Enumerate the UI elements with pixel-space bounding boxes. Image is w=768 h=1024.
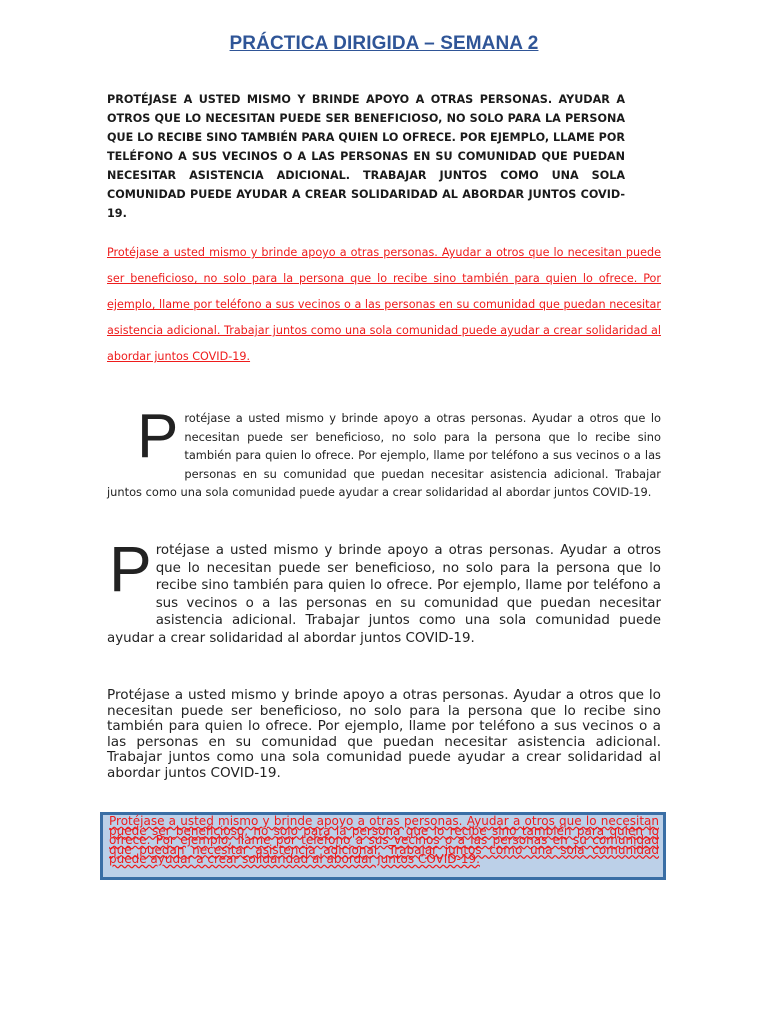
paragraph-dropcap-large [107, 533, 661, 647]
drop-cap-letter: P [137, 402, 179, 471]
paragraph-plain: Protéjase a usted mismo y brinde apoyo a otras personas. Ayudar a otros que lo necesitan puede ser beneficioso, no solo para la persona que lo recibe sino también para quien lo ofrece. Por ejemplo, llame por teléfono a sus vecinos o a las personas en su comunidad que puedan necesitar asistencia adicional. Trabajar juntos como una sola comunidad puede ayudar a crear solidaridad al abordar juntos COVID-19. [107, 687, 661, 781]
paragraph-dropcap-large-text: rotéjase a usted mismo y brinde apoyo a otras personas. Ayudar a otros que lo necesitan puede ser beneficioso, no solo para la persona que lo recibe sino también para quien lo ofrece. Por ejemplo, llame por teléfono a sus vecinos o a las personas en su comunidad que puedan necesitar asistencia adicional. Trabajar juntos como una sola comunidad puede ayudar a crear solidaridad al abordar juntos COVID-19. [107, 543, 661, 646]
page-title: PRÁCTICA DIRIGIDA – SEMANA 2 [229, 33, 539, 54]
paragraph-dropcap-small [107, 402, 661, 502]
paragraph-uppercase-bold: PROTÉJASE A USTED MISMO Y BRINDE APOYO A OTRAS PERSONAS. AYUDAR A OTROS QUE LO NECESITAN PUEDE SER BENEFICIOSO, NO SOLO PARA LA PERSONA QUE LO RECIBE SINO TAMBIÉN PARA QUIEN LO OFRECE. POR EJEMPLO, LLAME POR TELÉFONO A SUS VECINOS O A LAS PERSONAS EN SU COMUNIDAD QUE PUEDAN NECESITAR ASISTENCIA ADICIONAL. TRABAJAR JUNTOS COMO UNA SOLA COMUNIDAD PUEDE AYUDAR A CREAR SOLIDARIDAD AL ABORDAR JUNTOS COVID-19. [107, 93, 625, 220]
paragraph-dropcap-small-text: rotéjase a usted mismo y brinde apoyo a otras personas. Ayudar a otros que lo necesitan puede ser beneficioso, no solo para la persona que lo recibe sino también para quien lo ofrece. Por ejemplo, llame por teléfono a sus vecinos o a las personas en su comunidad que puedan necesitar asistencia adicional. Trabajar juntos como una sola comunidad puede ayudar a crear solidaridad al abordar juntos COVID-19. [107, 411, 661, 499]
drop-cap-letter: P [109, 533, 152, 605]
paragraph-red-underlined: Protéjase a usted mismo y brinde apoyo a otras personas. Ayudar a otros que lo necesitan puede ser beneficioso, no solo para la persona que lo recibe sino también para quien lo ofrece. Por ejemplo, llame por teléfono a sus vecinos o a las personas en su comunidad que puedan necesitar asistencia adicional. Trabajar juntos como una sola comunidad puede ayudar a crear solidaridad al abordar juntos COVID-19. [107, 246, 661, 363]
boxed-paragraph-frame [100, 812, 666, 880]
paragraph-boxed-red: Protéjase a usted mismo y brinde apoyo a otras personas. Ayudar a otros que lo necesitan puede ser beneficioso, no solo para la persona que lo recibe sino también para quien lo ofrece. Por ejemplo, llame por teléfono a sus vecinos o a las personas en su comunidad que puedan necesitar asistencia adicional. Trabajar juntos como una sola comunidad puede ayudar a crear solidaridad al abordar juntos COVID-19. [109, 814, 659, 866]
